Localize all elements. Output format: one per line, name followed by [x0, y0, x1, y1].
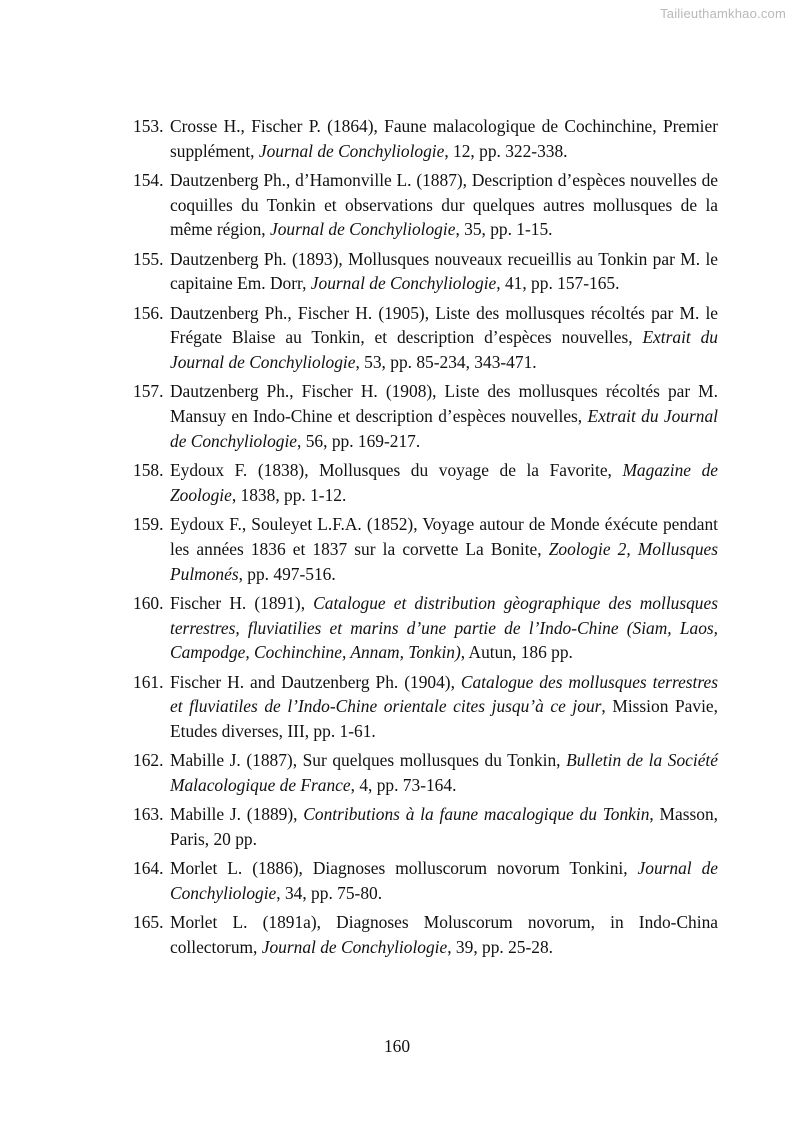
- reference-item: [133, 910, 718, 959]
- reference-text: [170, 856, 718, 905]
- reference-number: 159.: [133, 514, 164, 535]
- reference-segment: Crosse H., Fischer P. (1864), Faune malacologique de Cochinchine, Premier supplément,: [170, 116, 718, 161]
- reference-italic-segment: Bulletin de la Société Malacologique de France: [170, 750, 718, 795]
- reference-italic-segment: Catalogue des mollusques terrestres et fluviatiles de l’Indo-Chine orientale cites jusqu’à ce jour: [170, 671, 718, 717]
- reference-number: 161.: [133, 671, 164, 692]
- reference-segment: , 53, pp. 85-234, 343-471.: [355, 352, 537, 373]
- reference-segment: Dautzenberg Ph., Fischer H. (1908), Liste des mollusques récoltés par M. Mansuy en Indo-Chine et description d’espèces nouvelles,: [170, 381, 718, 427]
- reference-segment: Dautzenberg Ph. (1893), Mollusques nouveaux recueillis au Tonkin par M. le capitaine Em. Dorr,: [170, 248, 718, 294]
- reference-segment: Morlet L. (1891a), Diagnoses Moluscorum novorum, in Indo-China collectorum,: [170, 912, 718, 957]
- reference-text: [170, 670, 718, 744]
- reference-segment: Mabille J. (1887), Sur quelques mollusques du Tonkin,: [170, 750, 567, 771]
- watermark-text: Tailieuthamkhao.com: [660, 6, 786, 21]
- reference-text: [170, 301, 718, 375]
- reference-item: [133, 748, 718, 797]
- reference-list: [133, 114, 718, 964]
- reference-italic-segment: Contributions à la faune macalogique du Tonkin: [303, 804, 650, 825]
- reference-number: 165.: [133, 912, 164, 933]
- reference-italic-segment: Journal de Conchyliologie: [310, 273, 497, 294]
- reference-text: [170, 802, 718, 851]
- reference-segment: , Masson, Paris, 20 pp.: [170, 804, 719, 849]
- reference-text: [170, 748, 718, 797]
- reference-number: 153.: [133, 116, 164, 136]
- reference-text: [170, 591, 718, 665]
- reference-number: 156.: [133, 302, 164, 323]
- reference-number: 162.: [133, 750, 164, 771]
- reference-italic-segment: Journal de Conchyliologie: [269, 219, 456, 240]
- reference-segment: , 12, pp. 322-338.: [444, 140, 568, 161]
- reference-number: 155.: [133, 248, 164, 269]
- reference-segment: , pp. 497-516.: [238, 563, 336, 584]
- reference-segment: Eydoux F., Souleyet L.F.A. (1852), Voyage autour de Monde éxécute pendant les années 1836 et 1837 sur la corvette La Bonite,: [170, 514, 718, 559]
- reference-number: 157.: [133, 381, 164, 402]
- reference-segment: Mabille J. (1889),: [170, 804, 304, 825]
- reference-text: [170, 512, 718, 586]
- reference-item: [133, 802, 718, 851]
- reference-number: 160.: [133, 592, 164, 613]
- reference-segment: , Mission Pavie, Etudes diverses, III, pp. 1-61.: [170, 696, 718, 741]
- reference-number: 154.: [133, 170, 164, 190]
- reference-segment: Dautzenberg Ph., d’Hamonville L. (1887), Description d’espèces nouvelles de coquilles du Tonkin et observations dur quelques autres mollusques de la même région,: [170, 170, 718, 240]
- reference-segment: , 41, pp. 157-165.: [496, 273, 620, 294]
- reference-italic-segment: Extrait du Journal de Conchyliologie: [170, 327, 718, 373]
- page-number: 160: [383, 1036, 411, 1056]
- reference-segment: , 39, pp. 25-28.: [447, 936, 554, 957]
- reference-segment: Morlet L. (1886), Diagnoses molluscorum novorum Tonkini,: [170, 858, 638, 879]
- reference-segment: , 1838, pp. 1-12.: [231, 484, 347, 505]
- reference-italic-segment: Extrait du Journal de Conchyliologie: [170, 406, 718, 451]
- reference-segment: , 4, pp. 73-164.: [350, 774, 457, 795]
- reference-text: [170, 168, 718, 242]
- reference-number: 158.: [133, 460, 164, 481]
- reference-item: [133, 379, 718, 453]
- reference-segment: , Autun, 186 pp.: [460, 642, 573, 663]
- reference-italic-segment: Catalogue et distribution gèographique des mollusques terrestres, fluviatilies et marins d’une partie de l’Indo-Chine (Siam, Laos, Campodge, Cochinchine, Annam, Tonkin): [170, 592, 718, 663]
- reference-item: [133, 512, 718, 586]
- reference-item: [133, 458, 718, 507]
- reference-segment: Dautzenberg Ph., Fischer H. (1905), Liste des mollusques récoltés par M. le Frégate Blaise au Tonkin, et description d’espèces nouvelles,: [170, 302, 718, 348]
- reference-item: [133, 301, 718, 375]
- reference-segment: Fischer H. (1891),: [170, 592, 314, 613]
- reference-item: [133, 168, 718, 242]
- reference-number: 164.: [133, 858, 164, 879]
- reference-number: 163.: [133, 804, 164, 825]
- reference-text: [170, 114, 718, 163]
- reference-text: [170, 379, 718, 453]
- reference-item: [133, 856, 718, 905]
- reference-item: [133, 247, 718, 296]
- reference-segment: , 34, pp. 75-80.: [276, 882, 383, 903]
- reference-item: [133, 670, 718, 744]
- reference-segment: Eydoux F. (1838), Mollusques du voyage de la Favorite,: [170, 460, 623, 481]
- reference-item: [133, 591, 718, 665]
- reference-segment: , 35, pp. 1-15.: [455, 219, 553, 240]
- reference-text: [170, 458, 718, 507]
- reference-italic-segment: Journal de Conchyliologie: [261, 936, 448, 957]
- reference-italic-segment: Magazine de Zoologie: [170, 460, 718, 505]
- reference-text: [170, 910, 718, 959]
- reference-italic-segment: Zoologie 2, Mollusques Pulmonés: [170, 538, 719, 584]
- reference-italic-segment: Journal de Conchyliologie: [170, 858, 718, 903]
- reference-item: [133, 114, 718, 163]
- reference-text: [170, 247, 718, 296]
- reference-italic-segment: Journal de Conchyliologie: [258, 140, 445, 161]
- reference-segment: , 56, pp. 169-217.: [297, 430, 421, 451]
- reference-segment: Fischer H. and Dautzenberg Ph. (1904),: [170, 671, 461, 692]
